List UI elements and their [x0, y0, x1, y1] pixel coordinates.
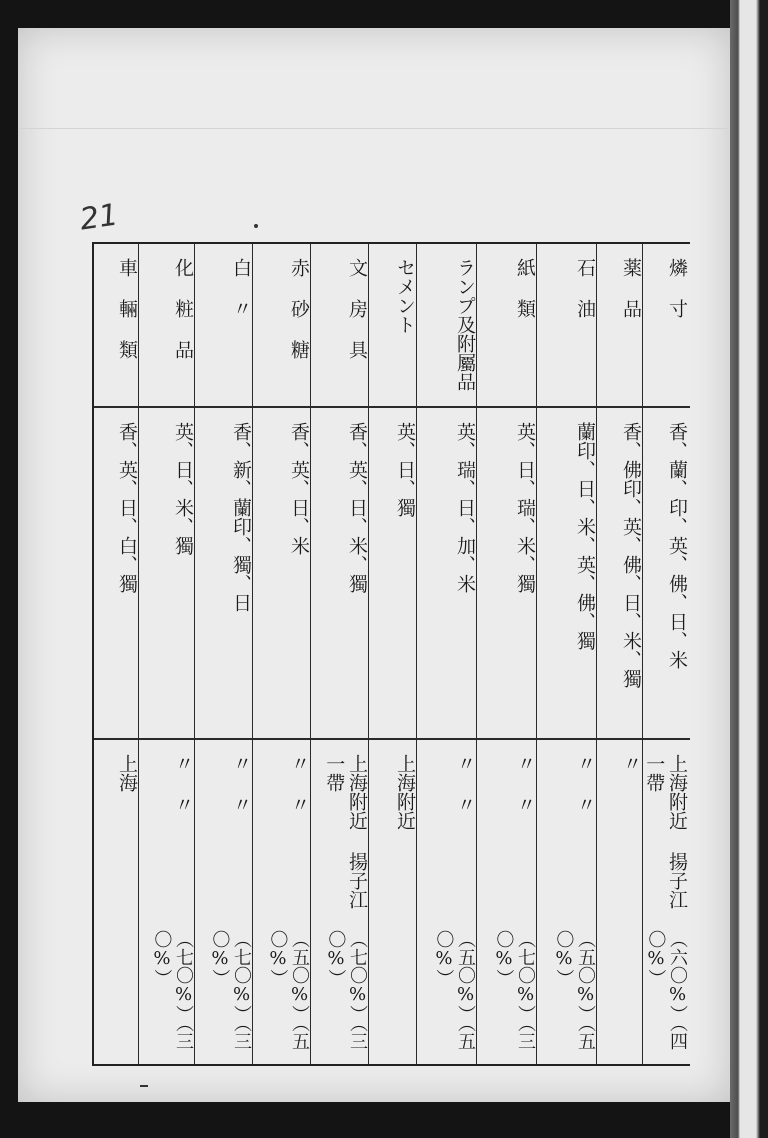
column-matches — [644, 244, 688, 1064]
region-cell: 上海附近 揚子江一帶 — [323, 754, 368, 909]
countries-cell: 香、佛印、英、佛、日、米、獨 — [620, 422, 642, 688]
header-cell: ランプ及附屬品 — [454, 258, 476, 391]
header-cell: 白 〃 — [230, 258, 252, 318]
column-vehicles — [94, 244, 139, 1064]
page-fold-line — [18, 128, 730, 129]
import-table — [92, 242, 690, 1066]
page-number: 21 — [77, 197, 121, 238]
region-cell: 上海 — [116, 754, 138, 792]
region-cell: 〃 — [620, 754, 642, 773]
book-binding-edge — [730, 0, 768, 1138]
percent-cell — [598, 930, 642, 1050]
header-cell: 燐 寸 — [666, 258, 688, 318]
document-page — [18, 28, 730, 1102]
percent-cell: （五〇%）（五〇%） — [433, 930, 476, 1050]
ink-mark — [140, 1085, 148, 1087]
column-medicine — [598, 244, 643, 1064]
countries-cell: 英、瑞、日、加、米 — [454, 422, 476, 593]
countries-cell: 香、英、日、米 — [288, 422, 310, 555]
column-white-sugar — [196, 244, 253, 1064]
column-lamps — [418, 244, 477, 1064]
percent-cell: （五〇%）（五〇%） — [267, 930, 310, 1050]
header-cell: 石 油 — [574, 258, 596, 318]
percent-cell: （五〇%）（五〇%） — [553, 930, 596, 1050]
countries-cell: 英、日、獨 — [394, 422, 416, 517]
region-cell: 〃 〃 — [454, 754, 476, 814]
region-cell: 〃 〃 — [172, 754, 194, 814]
percent-cell: （六〇%）（四〇%） — [645, 930, 688, 1050]
percent-cell — [370, 930, 416, 1050]
countries-cell: 香、蘭、印、英、佛、日、米 — [666, 422, 688, 669]
percent-cell — [94, 930, 138, 1050]
percent-cell: （七〇%）（三〇%） — [151, 930, 194, 1050]
region-cell: 〃 〃 — [230, 754, 252, 814]
countries-cell: 香、英、日、米、獨 — [346, 422, 368, 593]
region-cell: 上海附近 揚子江一帶 — [643, 754, 688, 909]
header-cell: 文 房 具 — [346, 258, 368, 359]
header-cell: 薬 品 — [620, 258, 642, 318]
percent-cell: （七〇%）（三〇%） — [209, 930, 252, 1050]
column-cement — [370, 244, 417, 1064]
percent-cell: （七〇%）（三〇%） — [325, 930, 368, 1050]
countries-cell: 蘭印、日、米、英、佛、獨 — [574, 422, 596, 650]
column-brown-sugar — [254, 244, 311, 1064]
region-cell: 〃 〃 — [514, 754, 536, 814]
header-cell: 化 粧 品 — [172, 258, 194, 359]
region-cell: 〃 〃 — [574, 754, 596, 814]
percent-cell: （七〇%）（三〇%） — [493, 930, 536, 1050]
region-cell: 〃 〃 — [288, 754, 310, 814]
countries-cell: 英、日、瑞、米、獨 — [514, 422, 536, 593]
header-cell: 車 輛 類 — [116, 258, 138, 359]
column-cosmetics — [140, 244, 195, 1064]
region-cell: 上海附近 — [394, 754, 416, 830]
countries-cell: 英、日、米、獨 — [172, 422, 194, 555]
countries-cell: 香、英、日、白、獨 — [116, 422, 138, 593]
ink-dot — [254, 224, 258, 228]
header-cell: 赤 砂 糖 — [288, 258, 310, 359]
header-cell: 紙 類 — [514, 258, 536, 318]
column-stationery — [312, 244, 369, 1064]
column-petroleum — [538, 244, 597, 1064]
header-cell: セメント — [394, 258, 416, 334]
column-paper — [478, 244, 537, 1064]
countries-cell: 香、新、蘭印、獨、日 — [230, 422, 252, 612]
